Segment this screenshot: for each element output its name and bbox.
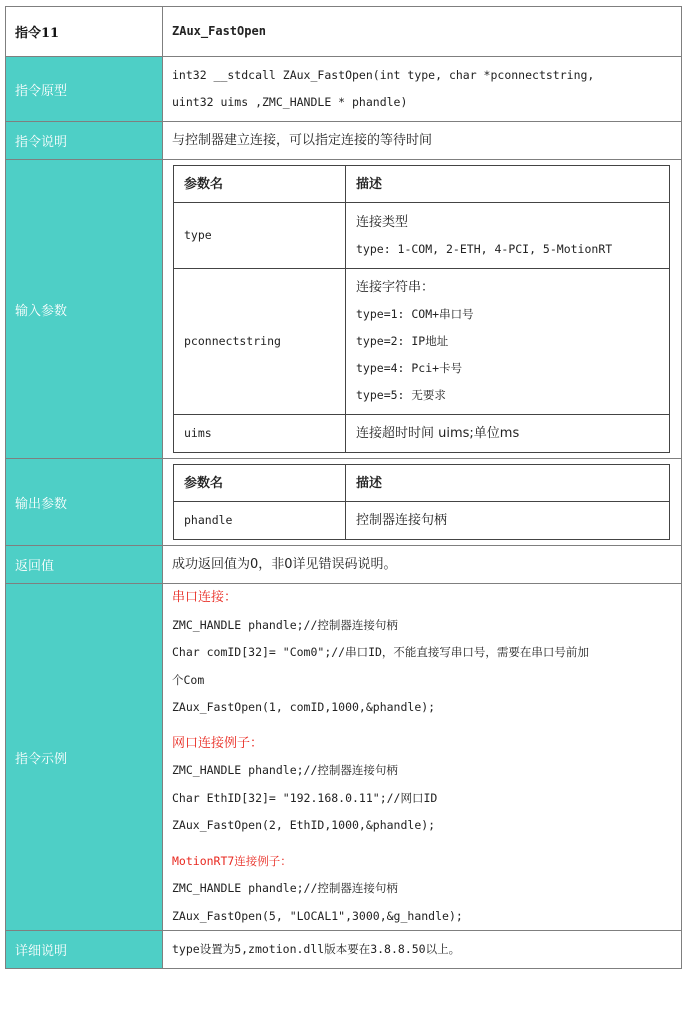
param-desc <box>346 269 670 415</box>
return-value: 成功返回值为0，非0详见错误码说明。 <box>163 546 682 584</box>
prototype-row <box>6 57 682 122</box>
prototype-label: 指令原型 <box>6 57 163 122</box>
output-params-header <box>174 465 670 502</box>
table-row <box>174 269 670 415</box>
param-desc-line: type=1: COM+串口号 <box>356 307 474 321</box>
param-name: pconnectstring <box>174 269 346 415</box>
prototype-line: uint32 uims ,ZMC_HANDLE * phandle) <box>172 95 408 109</box>
param-desc-line: type=4: Pci+卡号 <box>356 361 463 375</box>
code-line: Char EthID[32]= "192.168.0.11";//网口ID <box>172 790 438 805</box>
input-params-table <box>173 165 670 453</box>
header-row <box>6 7 682 57</box>
param-desc-line: type=5: 无要求 <box>356 388 446 402</box>
prototype-line: int32 __stdcall ZAux_FastOpen(int type, char *pconnectstring, <box>172 68 595 82</box>
code-line: ZAux_FastOpen(2, EthID,1000,&phandle); <box>172 818 436 832</box>
code-line: ZAux_FastOpen(5, "LOCAL1",3000,&g_handle); <box>172 908 463 923</box>
table-row <box>174 203 670 269</box>
return-row <box>6 546 682 584</box>
input-row <box>6 160 682 459</box>
description-row <box>6 122 682 160</box>
command-number: 指令11 <box>6 7 163 57</box>
param-desc-line: type=2: IP地址 <box>356 334 449 348</box>
param-desc-line: type: 1-COM, 2-ETH, 4-PCI, 5-MotionRT <box>356 241 613 256</box>
example-row <box>6 584 682 931</box>
param-desc-line: 连接类型 <box>356 214 409 230</box>
detail-value: type设置为5,zmotion.dll版本要在3.8.8.50以上。 <box>163 931 682 969</box>
detail-row <box>6 931 682 969</box>
output-col-desc: 描述 <box>346 465 670 502</box>
param-name: uims <box>174 415 346 453</box>
prototype-value <box>163 57 682 122</box>
input-cell <box>163 160 682 459</box>
code-line: ZMC_HANDLE phandle;//控制器连接句柄 <box>172 617 398 632</box>
param-name: phandle <box>174 502 346 540</box>
api-doc <box>5 6 682 969</box>
detail-label: 详细说明 <box>6 931 163 969</box>
code-line: Char comID[32]= "Com0";//串口ID，不能直接写串口号，需要在串口号前加 <box>172 645 589 659</box>
table-row <box>174 502 670 540</box>
output-col-name: 参数名 <box>174 465 346 502</box>
input-params-header <box>174 166 670 203</box>
param-desc: 连接超时时间 uims;单位ms <box>346 415 670 453</box>
description-value: 与控制器建立连接，可以指定连接的等待时间 <box>163 122 682 160</box>
serial-example-title: 串口连接： <box>172 590 238 605</box>
input-col-name: 参数名 <box>174 166 346 203</box>
code-line: ZMC_HANDLE phandle;//控制器连接句柄 <box>172 763 398 777</box>
output-row <box>6 459 682 546</box>
param-desc: 控制器连接句柄 <box>346 502 670 540</box>
example-code <box>163 584 682 931</box>
motionrt-example-title: MotionRT7连接例子： <box>172 853 292 868</box>
input-col-desc: 描述 <box>346 166 670 203</box>
code-line: ZAux_FastOpen(1, comID,1000,&phandle); <box>172 700 436 714</box>
param-desc <box>346 203 670 269</box>
output-label: 输出参数 <box>6 459 163 546</box>
table-row <box>174 415 670 453</box>
param-name: type <box>174 203 346 269</box>
command-name: ZAux_FastOpen <box>163 7 682 57</box>
description-label: 指令说明 <box>6 122 163 160</box>
ethernet-example-title: 网口连接例子： <box>172 735 264 751</box>
return-label: 返回值 <box>6 546 163 584</box>
input-label: 输入参数 <box>6 160 163 459</box>
output-cell <box>163 459 682 546</box>
param-desc-line: 连接字符串： <box>356 280 435 295</box>
code-line: 个Com <box>172 672 205 687</box>
example-label: 指令示例 <box>6 584 163 931</box>
code-line: ZMC_HANDLE phandle;//控制器连接句柄 <box>172 881 398 895</box>
output-params-table <box>173 464 670 540</box>
api-table <box>5 6 682 969</box>
